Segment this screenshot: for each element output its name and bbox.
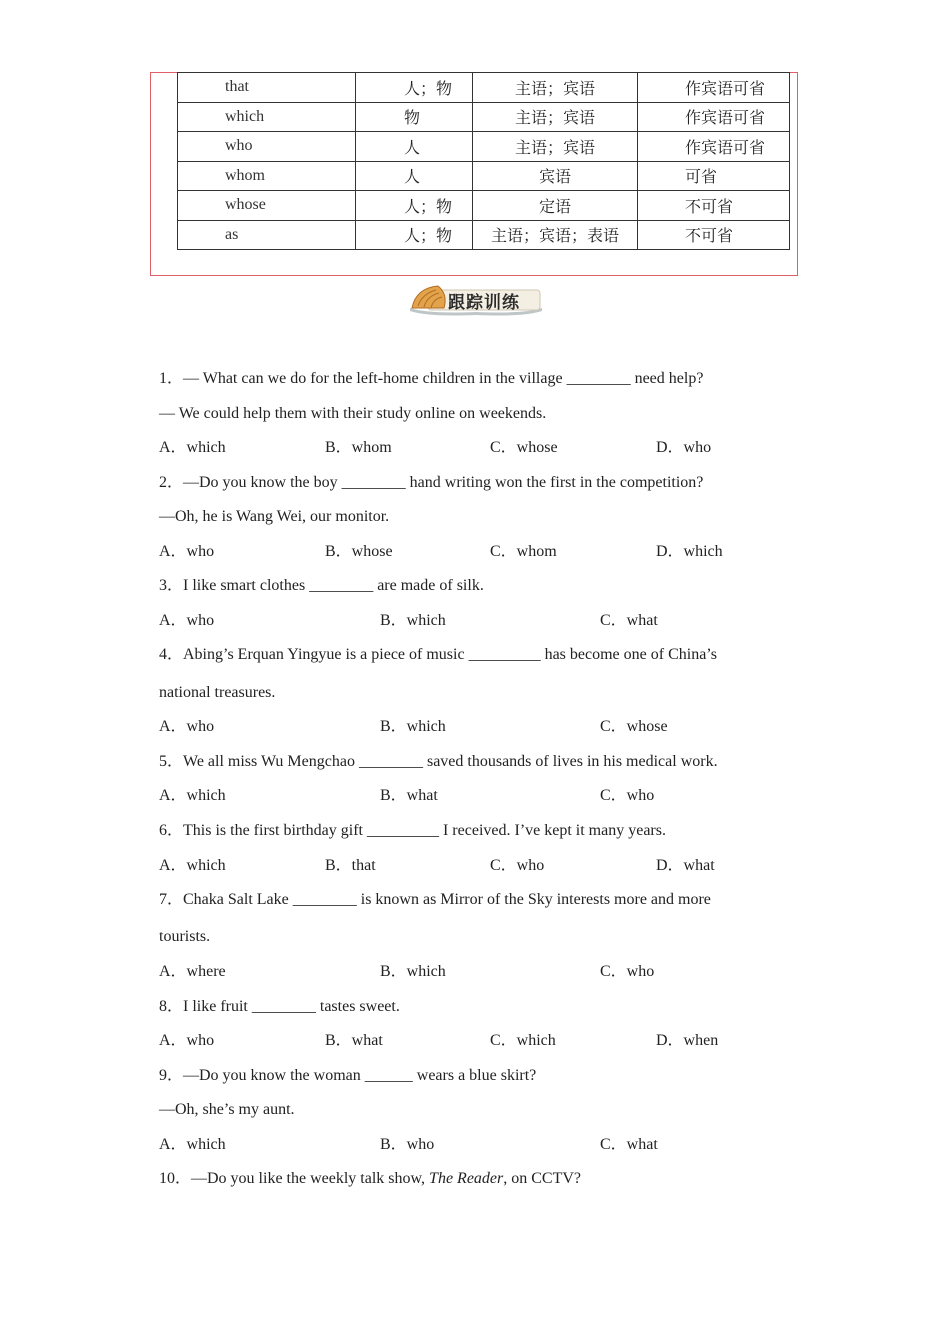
option-c[interactable]: C．which bbox=[490, 1032, 556, 1049]
option-b[interactable]: B．which bbox=[380, 718, 446, 735]
question-7-continued: tourists. bbox=[159, 928, 211, 945]
question-5: 5．We all miss Wu Mengchao ________ saved thousands of lives in his medical work. bbox=[159, 753, 718, 770]
table-cell: 主语；宾语 bbox=[473, 102, 638, 132]
table-cell: whose bbox=[178, 191, 356, 221]
question-6: 6．This is the first birthday gift _________ I received. I’ve kept it many years. bbox=[159, 822, 666, 839]
relative-pronoun-table bbox=[177, 72, 790, 250]
option-d[interactable]: D．when bbox=[656, 1032, 719, 1049]
option-c[interactable]: C．who bbox=[600, 963, 655, 980]
table-cell: 不可省 bbox=[638, 191, 790, 221]
table-cell: 作宾语可省 bbox=[638, 132, 790, 162]
question-2: 2．—Do you know the boy ________ hand writing won the first in the competition? bbox=[159, 474, 704, 491]
table-cell: 人 bbox=[356, 132, 473, 162]
option-c[interactable]: C．what bbox=[600, 1136, 658, 1153]
table-cell: which bbox=[178, 102, 356, 132]
option-c[interactable]: C．what bbox=[600, 612, 658, 629]
option-b[interactable]: B．that bbox=[325, 857, 376, 874]
table-cell: whom bbox=[178, 161, 356, 191]
option-b[interactable]: B．whom bbox=[325, 439, 392, 456]
table-cell: 主语；宾语 bbox=[473, 132, 638, 162]
table-cell: 主语；宾语；表语 bbox=[473, 220, 638, 250]
option-a[interactable]: A．who bbox=[159, 543, 215, 560]
question-1: 1．— What can we do for the left-home children in the village ________ need help? bbox=[159, 370, 704, 387]
table-row bbox=[178, 191, 790, 221]
table-row bbox=[178, 220, 790, 250]
option-c[interactable]: C．who bbox=[600, 787, 655, 804]
section-title: 跟踪训练 bbox=[448, 293, 520, 313]
option-b[interactable]: B．whose bbox=[325, 543, 393, 560]
question-3: 3．I like smart clothes ________ are made of silk. bbox=[159, 577, 484, 594]
option-b[interactable]: B．what bbox=[380, 787, 438, 804]
question-8: 8．I like fruit ________ tastes sweet. bbox=[159, 998, 400, 1015]
option-a[interactable]: A．which bbox=[159, 857, 226, 874]
table-cell: that bbox=[178, 73, 356, 103]
show-title: The Reader bbox=[429, 1170, 504, 1187]
option-a[interactable]: A．which bbox=[159, 439, 226, 456]
table-row bbox=[178, 161, 790, 191]
table-row bbox=[178, 102, 790, 132]
option-d[interactable]: D．which bbox=[656, 543, 723, 560]
shell-icon bbox=[412, 286, 445, 308]
option-a[interactable]: A．who bbox=[159, 718, 215, 735]
table-cell: who bbox=[178, 132, 356, 162]
option-b[interactable]: B．what bbox=[325, 1032, 383, 1049]
table-cell: 定语 bbox=[473, 191, 638, 221]
question-1-answer-line: — We could help them with their study online on weekends. bbox=[159, 405, 547, 422]
question-10-prefix: 10．—Do you like the weekly talk show, bbox=[159, 1170, 430, 1187]
table-cell: 作宾语可省 bbox=[638, 102, 790, 132]
option-d[interactable]: D．who bbox=[656, 439, 712, 456]
question-7: 7．Chaka Salt Lake ________ is known as Mirror of the Sky interests more and more bbox=[159, 891, 711, 908]
table-cell: as bbox=[178, 220, 356, 250]
option-a[interactable]: A．who bbox=[159, 612, 215, 629]
table-cell: 主语；宾语 bbox=[473, 73, 638, 103]
question-9-answer-line: —Oh, she’s my aunt. bbox=[159, 1101, 295, 1118]
option-a[interactable]: A．where bbox=[159, 963, 226, 980]
option-a[interactable]: A．who bbox=[159, 1032, 215, 1049]
table-cell: 物 bbox=[356, 102, 473, 132]
table-row bbox=[178, 73, 790, 103]
option-c[interactable]: C．whose bbox=[600, 718, 668, 735]
option-b[interactable]: B．who bbox=[380, 1136, 435, 1153]
question-2-answer-line: —Oh, he is Wang Wei, our monitor. bbox=[159, 508, 390, 525]
option-c[interactable]: C．whose bbox=[490, 439, 558, 456]
table-cell: 人；物 bbox=[356, 220, 473, 250]
table-cell: 人；物 bbox=[356, 191, 473, 221]
question-10-suffix: , on CCTV? bbox=[503, 1170, 582, 1187]
table-cell: 作宾语可省 bbox=[638, 73, 790, 103]
table-cell: 人；物 bbox=[356, 73, 473, 103]
option-c[interactable]: C．whom bbox=[490, 543, 557, 560]
table-cell: 可省 bbox=[638, 161, 790, 191]
option-d[interactable]: D．what bbox=[656, 857, 715, 874]
question-4: 4．Abing’s Erquan Yingyue is a piece of music _________ has become one of China’s bbox=[159, 646, 717, 663]
question-10 bbox=[159, 1169, 581, 1189]
table-cell: 宾语 bbox=[473, 161, 638, 191]
table-cell: 人 bbox=[356, 161, 473, 191]
question-9: 9．—Do you know the woman ______ wears a blue skirt? bbox=[159, 1067, 537, 1084]
option-a[interactable]: A．which bbox=[159, 1136, 226, 1153]
option-b[interactable]: B．which bbox=[380, 963, 446, 980]
option-c[interactable]: C．who bbox=[490, 857, 545, 874]
table-row bbox=[178, 132, 790, 162]
option-b[interactable]: B．which bbox=[380, 612, 446, 629]
option-a[interactable]: A．which bbox=[159, 787, 226, 804]
table-cell: 不可省 bbox=[638, 220, 790, 250]
question-4-continued: national treasures. bbox=[159, 684, 276, 701]
